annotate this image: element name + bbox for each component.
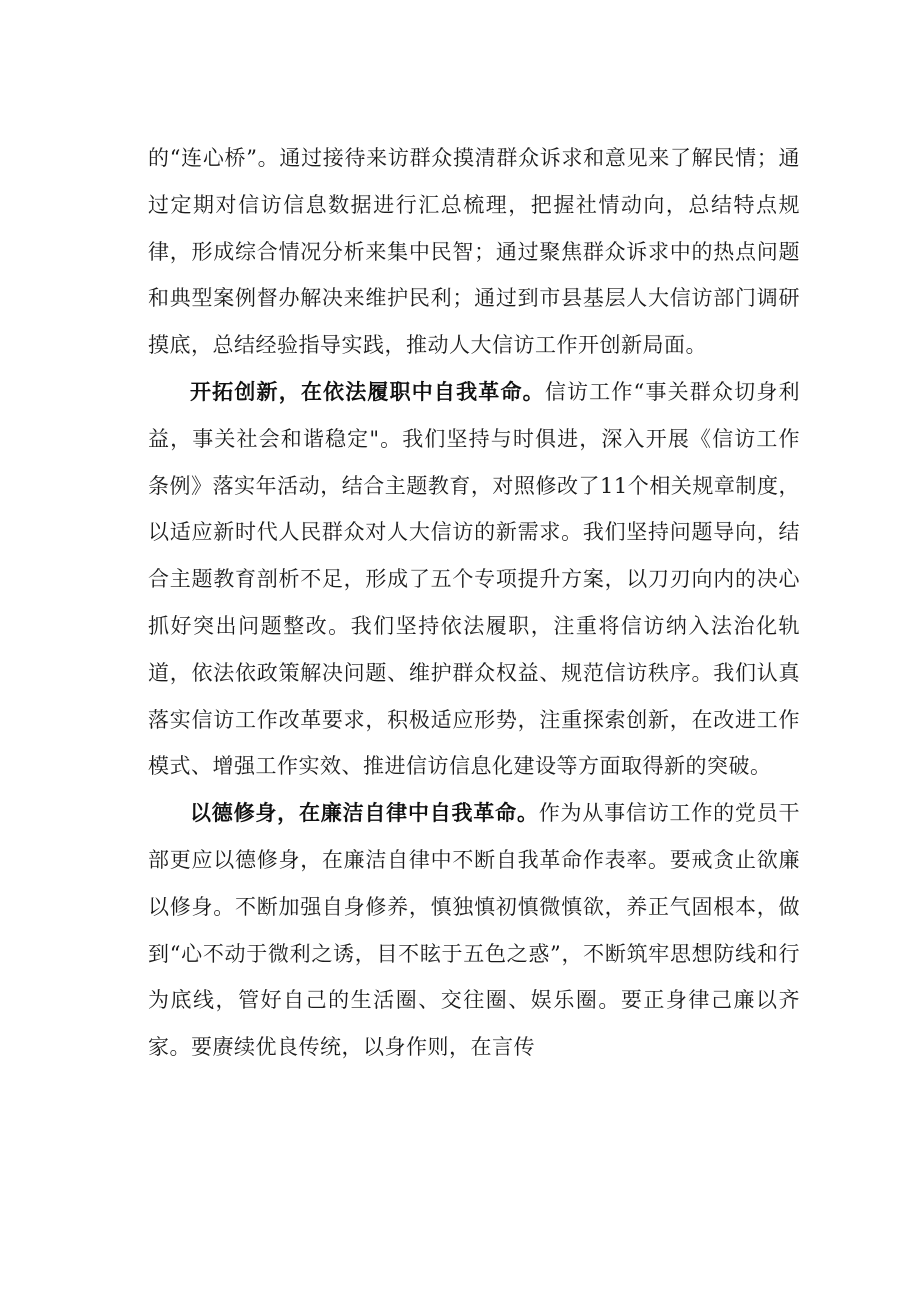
paragraph-3-text: 作为从事信访工作的党员干部更应以德修身，在廉洁自律中不断自我革命作表率。要戒贪止欲廉以修身。不断加强自身修养，慎独慎初慎微慎欲，养正气固根本，做到“心不动于微利之诱，目不眩于五色之惑”，不断筑牢思想防线和行为底线，管好自己的生活圈、交往圈、娱乐圈。要正身律己廉以齐家。要赓续优良传统，以身作则，在言传 [148,801,801,1060]
paragraph-2 [148,369,800,790]
paragraph-3-heading: 以德修身，在廉洁自律中自我革命。 [190,800,539,826]
paragraph-1-text: 的“连心桥”。通过接待来访群众摸清群众诉求和意见来了解民情；通过定期对信访信息数据进行汇总梳理，把握社情动向，总结特点规律，形成综合情况分析来集中民智；通过聚焦群众诉求中的热点问题和典型案例督办解决来维护民利；通过到市县基层人大信访部门调研摸底，总结经验指导实践，推动人大信访工作开创新局面。 [148,146,800,358]
paragraph-2-text: 信访工作“事关群众切身利益，事关社会和谐稳定"。我们坚持与时俱进，深入开展《信访工作条例》落实年活动，结合主题教育，对照修改了11个相关规章制度，以适应新时代人民群众对人大信访的新需求。我们坚持问题导向，结合主题教育剖析不足，形成了五个专项提升方案，以刀刃向内的决心抓好突出问题整改。我们坚持依法履职，注重将信访纳入法治化轨道，依法依政策解决问题、维护群众权益、规范信访秩序。我们认真落实信访工作改革要求，积极适应形势，注重探索创新，在改进工作模式、增强工作实效、推进信访信息化建设等方面取得新的突破。 [148,379,800,779]
paragraph-1 [148,135,800,369]
paragraph-3 [148,790,800,1071]
document-body [148,135,800,1071]
paragraph-2-heading: 开拓创新，在依法履职中自我革命。 [190,378,545,404]
